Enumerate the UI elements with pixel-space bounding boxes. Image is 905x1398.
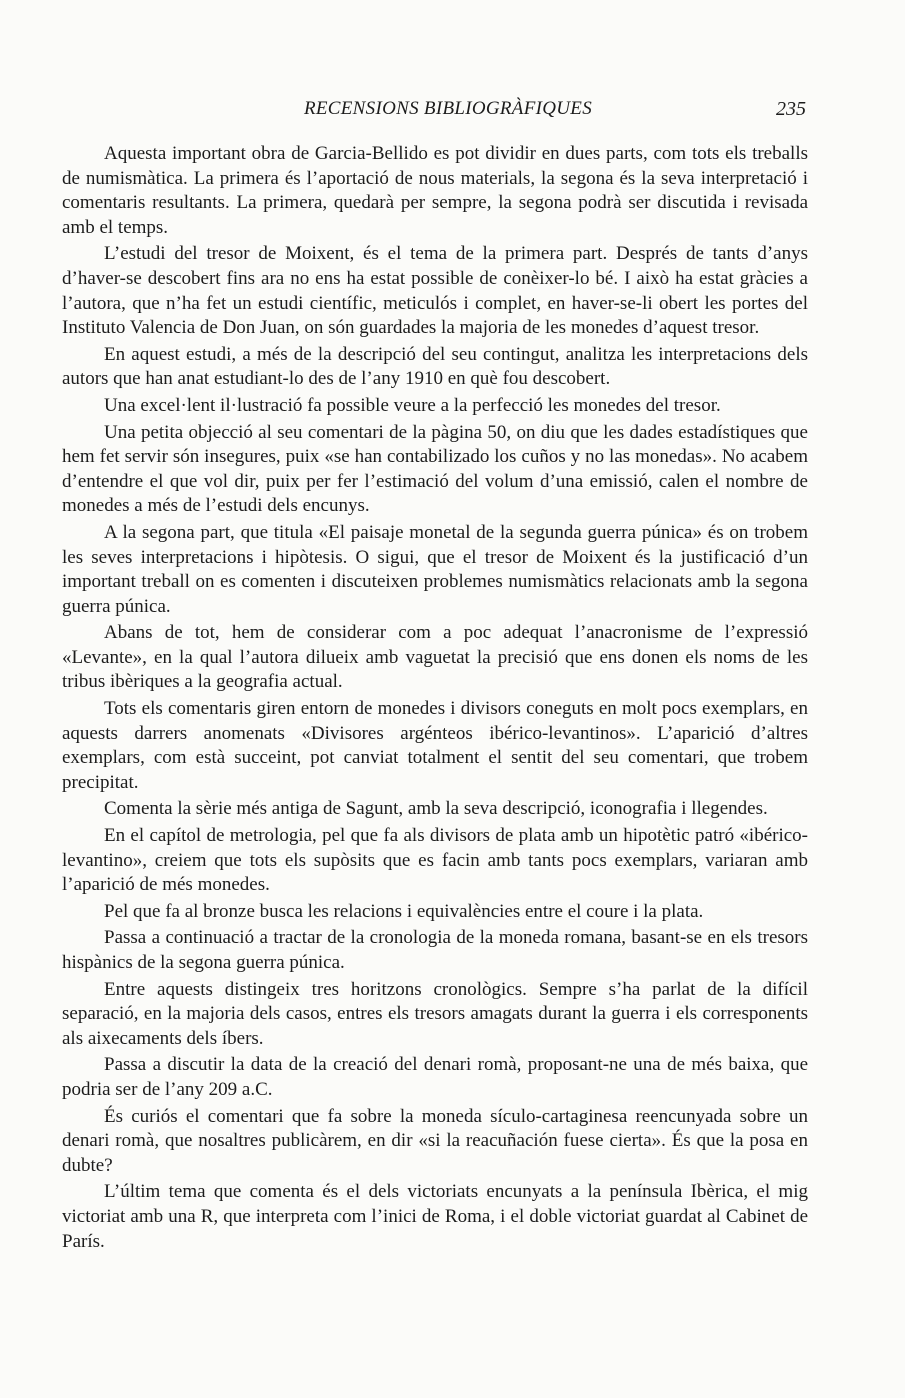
paragraph: Pel que fa al bronze busca les relacions i equivalències entre el coure i la plata. — [104, 900, 704, 922]
running-title: RECENSIONS BIBLIOGRÀFIQUES — [303, 98, 592, 119]
paragraph: En aquest estudi, a més de la descripció del seu contingut, analitza les interpretacions dels autors que han anat estudiant-lo des de l’any 1910 en què fou descobert. — [62, 343, 808, 390]
paragraph: Tots els comentaris giren entorn de monedes i divisors coneguts en molt pocs exemplars, en aquests darrers anomenats «Divisores argénteos ibérico-levantinos». L’aparició d’altres exemplars, com està succeint, pot canviat totalment el sentit del seu comentari, que trobem precipitat. — [62, 698, 808, 793]
paragraph: És curiós el comentari que fa sobre la moneda sículo-cartaginesa reencunyada sobre un denari romà, que nosaltres publicàrem, en dir «si la reacuñación fuese cierta». És que la posa en dubte? — [62, 1105, 808, 1176]
paragraph: Passa a discutir la data de la creació del denari romà, proposant-ne una de més baixa, que podria ser de l’any 209 a.C. — [62, 1054, 808, 1100]
paragraph: Una petita objecció al seu comentari de la pàgina 50, on diu que les dades estadístiques que hem fet servir són insegures, puix «se han contabilizado los cuños y no las monedas». No acabem d’entendre el que vol dir, puix per fer l’estimació del volum d’una emissió, calen el nombre de monedes a més de l’estudi dels encunys. — [62, 421, 808, 517]
paragraph: Passa a continuació a tractar de la cronologia de la moneda romana, basant-se en els tresors hispànics de la segona guerra púnica. — [62, 927, 808, 973]
page-header — [90, 98, 806, 128]
paragraph: L’últim tema que comenta és el dels victoriats encunyats a la península Ibèrica, el mig victoriat amb una R, que interpreta com l’inici de Roma, i el doble victoriat guardat al Cabinet de París. — [62, 1181, 808, 1252]
body-text — [62, 142, 808, 1256]
paragraph: Entre aquests distingeix tres horitzons cronològics. Sempre s’ha parlat de la difícil separació, en la majoria dels casos, entres els tresors amagats durant la guerra i els corresponents als aixecaments dels íbers. — [62, 978, 808, 1049]
paragraph: Una excel·lent il·lustració fa possible veure a la perfecció les monedes del tresor. — [104, 394, 721, 416]
paragraph: L’estudi del tresor de Moixent, és el tema de la primera part. Després de tants d’anys d’haver-se descobert fins ara no ens ha estat possible de conèixer-lo bé. I això ha estat gràcies a l’autora, que n’ha fet un estudi científic, meticulós i complet, en haver-se-li obert les portes del Instituto Valencia de Don Juan, on són guardades la majoria de les monedes d’aquest tresor. — [62, 243, 808, 339]
paragraph: Comenta la sèrie més antiga de Sagunt, amb la seva descripció, iconografia i llegendes. — [104, 798, 768, 820]
paragraph: Abans de tot, hem de considerar com a poc adequat l’anacronisme de l’expressió «Levante», en la qual l’autora dilueix amb vaguetat la precisió que ens donen els noms de les tribus ibèriques a la geografia actual. — [62, 622, 808, 693]
paragraph: Aquesta important obra de Garcia-Bellido es pot dividir en dues parts, com tots els treballs de numismàtica. La primera és l’aportació de nous materials, la segona és la seva interpretació i comentaris resultants. La primera, quedarà per sempre, la segona podrà ser discutida i revisada amb el temps. — [62, 143, 808, 238]
paragraph: A la segona part, que titula «El paisaje monetal de la segunda guerra púnica» és on trobem les seves interpretacions i hipòtesis. O sigui, que el tresor de Moixent és la justificació d’un important treball on es comenten i discuteixen problemes numismàtics relacionats amb la segona guerra púnica. — [62, 521, 808, 617]
page-number: 235 — [776, 98, 806, 120]
paragraph: En el capítol de metrologia, pel que fa als divisors de plata amb un hipotètic patró «ibérico-levantino», creiem que tots els supòsits que es facin amb tants pocs exemplars, variaran amb l’aparició de més monedes. — [62, 825, 808, 896]
